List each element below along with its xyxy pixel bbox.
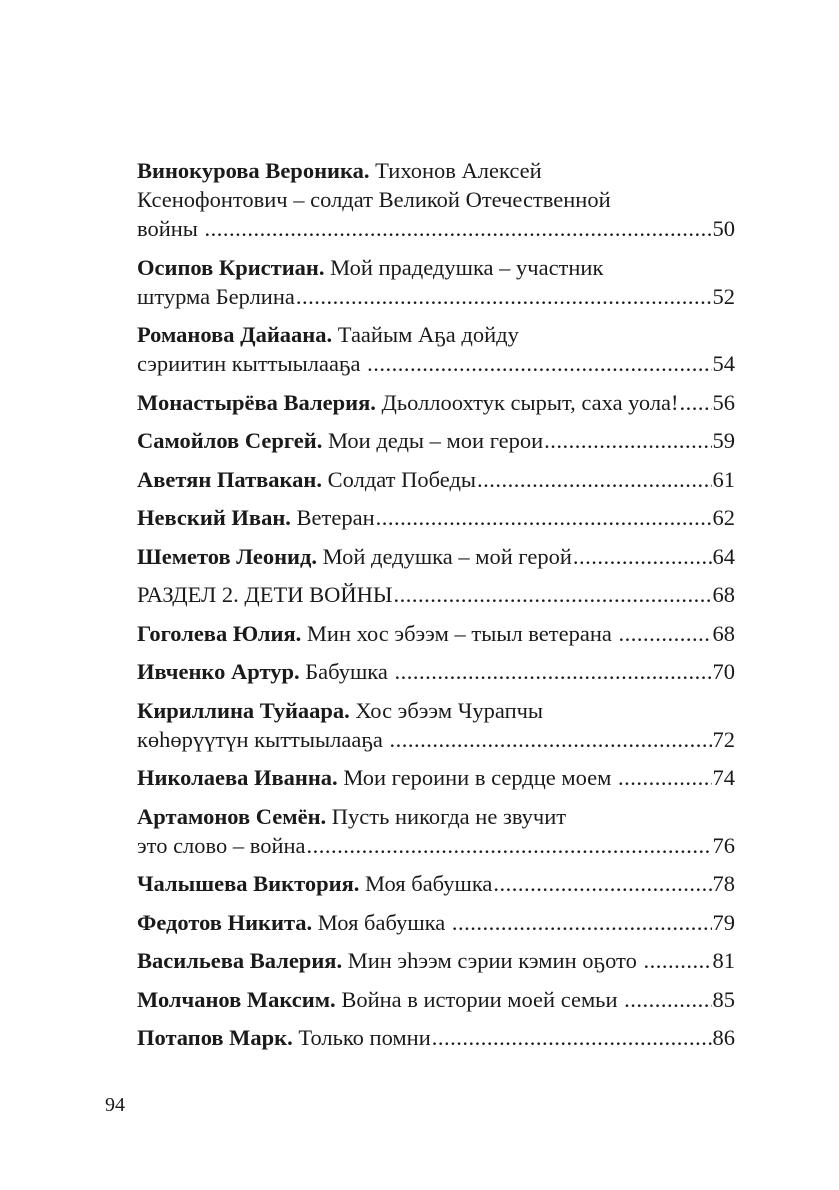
- toc-entry-text: [137, 985, 623, 1014]
- toc-entry-title: Бабушка: [299, 659, 394, 684]
- toc-entry-page: 61: [712, 466, 735, 492]
- toc-entry-text: [137, 946, 642, 975]
- toc-entry: [137, 802, 735, 860]
- toc-entry-title: Пусть никогда не звучит: [326, 803, 567, 829]
- toc-entry-author: Чалышева Виктория.: [137, 871, 360, 896]
- toc-entry-page: 68: [712, 582, 735, 607]
- toc-entry-line: [137, 985, 735, 1014]
- toc-entry-title: сэриитин кыттыылааҕа: [137, 351, 367, 376]
- toc-entry-title: это слово – война: [137, 832, 306, 858]
- toc-entry-title: РАЗДЕЛ 2. ДЕТИ ВОЙНЫ: [137, 582, 393, 607]
- toc-entry: [137, 696, 735, 754]
- toc-entry-leader-dots: [573, 542, 712, 571]
- toc-entry-line: [137, 946, 735, 975]
- toc-entry: [137, 426, 735, 455]
- toc-entry-line: [137, 908, 735, 937]
- toc-entry-author: Осипов Кристиан.: [137, 254, 325, 280]
- toc-entry: [137, 619, 735, 648]
- toc-entry-text: [137, 503, 375, 532]
- toc-entry: [137, 388, 735, 417]
- toc-entry-title: Моя бабушка: [312, 909, 451, 935]
- toc-entry-text: [137, 725, 389, 754]
- toc-entry-text: [137, 282, 295, 311]
- toc-entry-text: [137, 349, 366, 378]
- toc-entry-leader-dots: [452, 908, 712, 937]
- toc-entry-leader-dots: [493, 869, 711, 898]
- toc-entry-text: [137, 187, 611, 212]
- toc-entry-line: [137, 763, 735, 792]
- toc-entry-title: Тихонов Алексей: [369, 158, 542, 183]
- toc-entry-page: 81: [712, 948, 735, 973]
- toc-entry-text: [137, 426, 543, 455]
- toc-entry-text: [137, 657, 394, 686]
- toc-entry-text: [137, 322, 519, 347]
- toc-entry-author: Кириллина Туйаара.: [137, 697, 350, 723]
- toc-entry-line: [137, 869, 735, 898]
- toc-entry-title: войны: [137, 216, 204, 241]
- toc-entry: [137, 320, 735, 378]
- toc-entry: [137, 985, 735, 1014]
- toc-entry: [137, 869, 735, 898]
- toc-entry-leader-dots: [376, 503, 712, 532]
- toc-entry-leader-dots: [296, 282, 712, 311]
- toc-entry-page: 56: [712, 389, 735, 415]
- toc-entry-title: Мой дедушка – мой герой: [317, 543, 572, 569]
- toc-entry-page: 86: [712, 1025, 735, 1050]
- toc-entry-leader-dots: [367, 349, 711, 378]
- toc-entry-author: Самойлов Сергей.: [137, 428, 323, 453]
- toc-entry-text: [137, 214, 204, 243]
- toc-entry-title: Дьоллоохтук сырыт, саха уола!: [375, 389, 679, 415]
- toc-entry: [137, 657, 735, 686]
- toc-entry-author: Невский Иван.: [137, 505, 291, 530]
- toc-entry-title: Мин эһээм сэрии кэмин оҕото: [342, 948, 643, 973]
- toc-entry-leader-dots: [394, 580, 712, 609]
- toc-entry-title: Моя бабушка: [359, 871, 493, 896]
- toc-entry-page: 52: [712, 283, 735, 309]
- toc-entry-title: штурма Берлина: [137, 283, 295, 309]
- toc-entry-line: [137, 831, 735, 860]
- toc-entry-line: [137, 185, 735, 214]
- toc-entry-leader-dots: [205, 214, 712, 243]
- toc-entry-title: Мой прадедушка – участник: [324, 254, 604, 280]
- toc-entry-line: [137, 465, 735, 494]
- toc-entry-author: Винокурова Вероника.: [137, 158, 370, 183]
- toc-entry-page: 62: [712, 505, 735, 530]
- toc-entry-line: [137, 1023, 735, 1052]
- table-of-contents: [137, 156, 735, 1062]
- toc-entry-leader-dots: [618, 763, 711, 792]
- toc-entry-leader-dots: [307, 831, 712, 860]
- toc-entry-text: [137, 580, 393, 609]
- page-number: 94: [105, 1094, 125, 1116]
- toc-entry-line: [137, 349, 735, 378]
- toc-entry-page: 68: [712, 620, 735, 646]
- toc-entry-line: [137, 156, 735, 185]
- toc-entry-page: 78: [712, 871, 735, 896]
- toc-entry-leader-dots: [624, 985, 711, 1014]
- toc-entry-author: Ивченко Артур.: [137, 659, 300, 684]
- toc-entry-page: 54: [712, 351, 735, 376]
- toc-entry-author: Шеметов Леонид.: [137, 543, 318, 569]
- toc-entry-leader-dots: [619, 619, 712, 648]
- toc-entry-title: көһөрүүтүн кыттыылааҕа: [137, 726, 389, 752]
- toc-entry-page: 85: [712, 986, 735, 1012]
- toc-entry-leader-dots: [643, 946, 711, 975]
- toc-entry: [137, 156, 735, 243]
- toc-entry-author: Монастырёва Валерия.: [137, 389, 376, 415]
- toc-entry-line: [137, 426, 735, 455]
- toc-entry-line: [137, 542, 735, 571]
- toc-entry-text: [137, 763, 617, 792]
- toc-entry-text: [137, 698, 543, 723]
- toc-entry-text: [137, 908, 451, 937]
- toc-entry: [137, 908, 735, 937]
- toc-entry-title: Ветеран: [290, 505, 375, 530]
- toc-entry-line: [137, 580, 735, 609]
- toc-entry-text: [137, 255, 603, 280]
- toc-entry: [137, 542, 735, 571]
- toc-entry-title: Ксенофонтович – солдат Великой Отечественной: [137, 187, 611, 212]
- toc-entry-author: Романова Дайаана.: [137, 322, 333, 347]
- toc-entry-page: 50: [712, 216, 735, 241]
- toc-entry-author: Васильева Валерия.: [137, 948, 343, 973]
- toc-entry-title: Война в истории моей семьи: [335, 986, 624, 1012]
- toc-entry-page: 72: [712, 726, 735, 752]
- toc-entry-text: [137, 804, 566, 829]
- toc-entry: [137, 503, 735, 532]
- toc-entry-page: 76: [712, 832, 735, 858]
- toc-entry-title: Мои героини в сердце моем: [337, 765, 618, 790]
- toc-entry-text: [137, 465, 476, 494]
- toc-entry-line: [137, 388, 735, 417]
- toc-entry-line: [137, 282, 735, 311]
- toc-entry-author: Молчанов Максим.: [137, 986, 336, 1012]
- toc-entry-text: [137, 831, 306, 860]
- toc-entry-line: [137, 214, 735, 243]
- toc-entry-page: 70: [712, 659, 735, 684]
- toc-entry-author: Артамонов Семён.: [137, 803, 327, 829]
- toc-entry: [137, 253, 735, 311]
- toc-entry-page: 59: [712, 428, 735, 453]
- toc-entry-line: [137, 503, 735, 532]
- toc-entry-text: [137, 542, 572, 571]
- toc-entry-title: Только помни: [292, 1025, 431, 1050]
- toc-entry-leader-dots: [432, 1023, 712, 1052]
- toc-entry-text: [137, 158, 542, 183]
- toc-entry-leader-dots: [477, 465, 711, 494]
- toc-entry: [137, 465, 735, 494]
- toc-entry-text: [137, 388, 679, 417]
- toc-entry-author: Потапов Марк.: [137, 1025, 293, 1050]
- toc-entry-text: [137, 869, 492, 898]
- toc-entry-page: 74: [712, 765, 735, 790]
- toc-entry: [137, 946, 735, 975]
- toc-entry-page: 64: [712, 543, 735, 569]
- toc-entry: [137, 580, 735, 609]
- toc-entry-line: [137, 696, 735, 725]
- toc-entry-title: Таайым Аҕа дойду: [332, 322, 519, 347]
- toc-entry-line: [137, 320, 735, 349]
- toc-entry-author: Аветян Патвакан.: [137, 466, 322, 492]
- toc-entry-leader-dots: [390, 725, 712, 754]
- toc-entry-title: Мин хос эбээм – тыыл ветерана: [301, 620, 618, 646]
- toc-entry: [137, 1023, 735, 1052]
- toc-entry-leader-dots: [395, 657, 712, 686]
- toc-entry-leader-dots: [544, 426, 711, 455]
- toc-entry-line: [137, 619, 735, 648]
- toc-entry-text: [137, 1023, 431, 1052]
- toc-entry-line: [137, 253, 735, 282]
- toc-entry-author: Николаева Иванна.: [137, 765, 338, 790]
- toc-entry-line: [137, 802, 735, 831]
- toc-entry-title: Мои деды – мои герои: [322, 428, 544, 453]
- toc-entry-author: Гоголева Юлия.: [137, 620, 302, 646]
- toc-entry-line: [137, 657, 735, 686]
- toc-entry: [137, 763, 735, 792]
- toc-entry-line: [137, 725, 735, 754]
- toc-entry-author: Федотов Никита.: [137, 909, 313, 935]
- toc-entry-leader-dots: [680, 388, 712, 417]
- toc-entry-text: [137, 619, 618, 648]
- toc-entry-title: Хос эбээм Чурапчы: [349, 697, 544, 723]
- toc-entry-title: Солдат Победы: [322, 466, 477, 492]
- toc-entry-page: 79: [712, 909, 735, 935]
